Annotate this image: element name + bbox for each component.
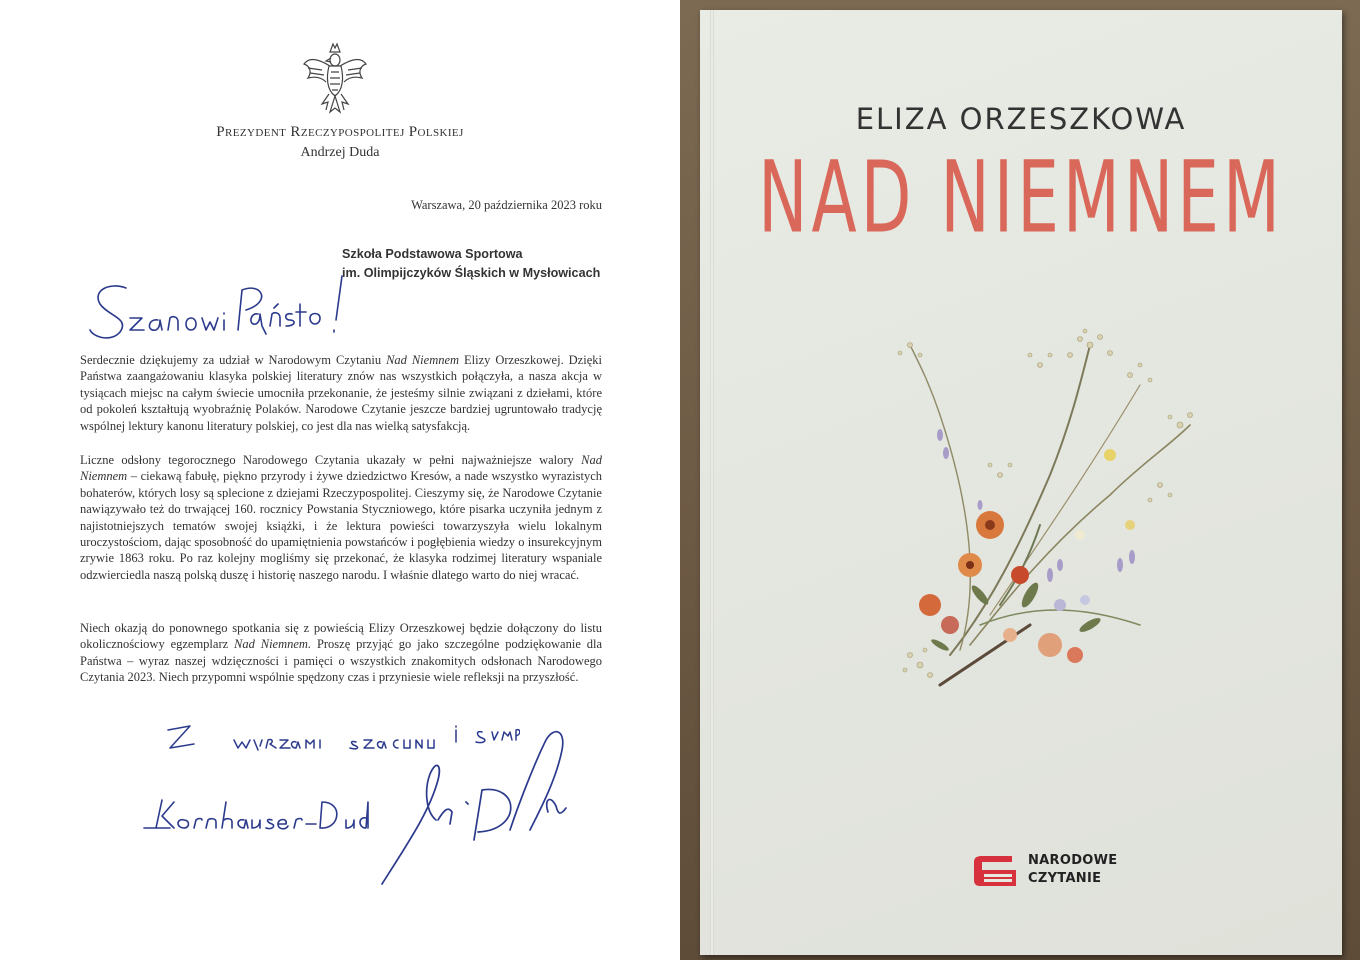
- p2-text-a: Liczne odsłony tegorocznego Narodowego Czytania ukazały w pełni najważniejsze walory: [80, 453, 582, 467]
- p2-book-title: Nad Niemnem: [80, 453, 602, 484]
- p3-text-a: Niech okazją do ponownego spotkania się z powieścią Elizy Orzeszkowej będzie dołączony do listu okolicznościowy egzemplarz: [80, 621, 602, 652]
- letter-paragraph-2: [80, 452, 602, 583]
- book-cover: [700, 10, 1342, 955]
- recipient-address: [342, 245, 600, 283]
- pressed-flowers-illustration: [880, 325, 1200, 720]
- narodowe-czytanie-brand: [972, 848, 1132, 892]
- narodowe-czytanie-logo-icon: [972, 854, 1018, 888]
- signature-right-text: A. Duda: [370, 720, 374, 721]
- book-title: NAD NIEMNEM: [758, 140, 1284, 256]
- p3-text-b: Proszę przyjąć go jako szczególne podziękowanie dla Państwa – wyraz naszej wdzięczności i pamięci o wszystkich znakomitych odsłonach Narodowego Czytania 2023. Niech przypomni wspólnie spędzony czas i przyniesie wiele refleksji na przyszłość.: [80, 637, 602, 685]
- brand-line-1: NARODOWE: [1028, 853, 1118, 868]
- letter-date: Warszawa, 20 października 2023 roku: [411, 198, 602, 212]
- greeting-text: Szanowni Państwo!: [86, 268, 94, 269]
- closing-text: Z wyrazami szacunku i sympatii: [160, 718, 173, 719]
- polish-eagle-icon: [300, 38, 370, 118]
- brand-text: [1028, 852, 1117, 888]
- letter-paragraph-3: [80, 620, 602, 686]
- letter-paragraph-1: [80, 352, 602, 434]
- recipient-line-2: im. Olimpijczyków Śląskich w Mysłowicach: [342, 266, 601, 280]
- handwritten-greeting: [86, 268, 356, 348]
- book-photo: [680, 0, 1360, 960]
- president-name: Andrzej Duda: [300, 145, 380, 160]
- brand-line-2: CZYTANIE: [1028, 871, 1102, 886]
- p3-book-title: Nad Niemnem.: [234, 637, 312, 652]
- p1-text-a: Serdecznie dziękujemy za udział w Narodowym Czytaniu: [80, 353, 387, 367]
- signature-kornhauser-duda: [140, 790, 370, 840]
- signature-left-text: Kornhauser-Duda: [140, 790, 148, 791]
- signature-andrzej-duda: [370, 720, 585, 890]
- recipient-line-1: Szkoła Podstawowa Sportowa: [342, 247, 523, 261]
- p1-text-b: Elizy Orzeszkowej. Dzięki Państwa zaangażowaniu klasyka polskiej literatury znów nas wszystkich połączyła, a nasza akcja w tysiącach miejsc na całym świecie umocniła przekonanie, że jesteśmy silnie związani z dziełami, które od pokoleń kształtują wyobraźnię Polaków. Narodowe Czytanie jeszcze bardziej ugruntowało tradycję wspólnej lektury kanonu literatury polskiej, co jest dla nas wielką satysfakcją.: [80, 353, 602, 433]
- book-author: ELIZA ORZESZKOWA: [855, 102, 1187, 136]
- p1-book-title: Nad Niemnem: [386, 353, 460, 367]
- p2-text-b: – ciekawą fabułę, piękno przyrody i żywe dziedzictwo Kresów, a nade wszystko wyrazistych bohaterów, których losy są splecione z dziejami Rzeczypospolitej. Cieszymy się, że Narodowe Czytanie nawiązywało też do trwającej 160. rocznicy Powstania Styczniowego, które pisarka uczyniła jednym z najistotniejszych tematów swojej książki, i że lektura powieści towarzyszyła wielu lokalnym uroczystościom, dając sposobność do upamiętnienia powstańców i pogłębienia wiedzy o insurekcyjnym zrywie 1863 roku. Po raz kolejny mogliśmy się przekonać, że klasyka rodzimej literatury wspaniale odzwierciedla naszą polską duszę i historię naszego narodu. I właśnie dlatego warto do niej wracać.: [80, 469, 602, 582]
- president-title: Prezydent Rzeczypospolitej Polskiej: [216, 124, 464, 140]
